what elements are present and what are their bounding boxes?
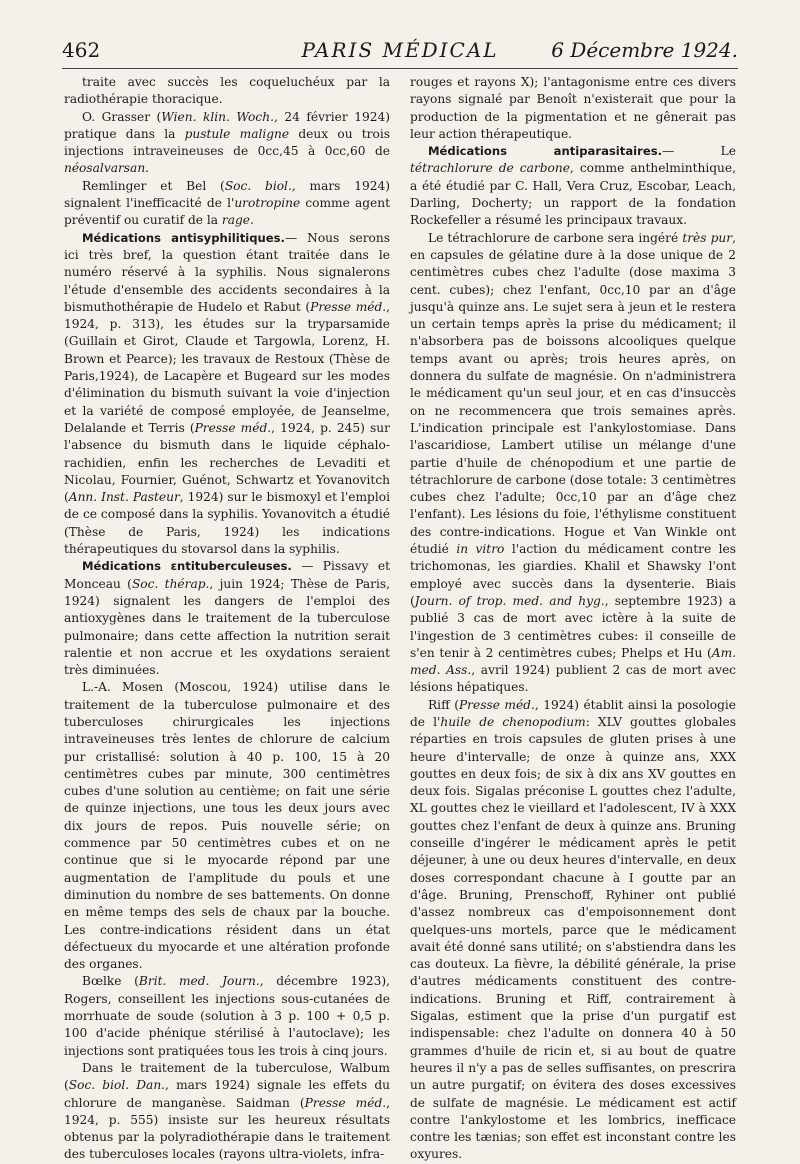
citation-text: pustule maligne xyxy=(184,126,290,141)
body-text: O. Grasser ( xyxy=(82,109,162,124)
citation-text: Soc. thérap. xyxy=(131,576,210,591)
citation-text: Soc. biol. xyxy=(224,178,292,193)
body-text: l'action du médicament contre les trichomonas, les giardies. Khalil et Shawsky l'ont employé avec succès dans la dysenterie. Biais ( xyxy=(410,542,736,608)
paragraph xyxy=(64,679,390,973)
paragraph xyxy=(410,143,736,229)
journal-title: PARIS MÉDICAL xyxy=(301,38,499,62)
right-column xyxy=(410,74,736,1164)
citation-text: Presse méd. xyxy=(310,299,387,314)
citation-text: rage. xyxy=(221,213,254,228)
body-text: , 24 février 1924) pratique dans la xyxy=(64,109,390,141)
body-text: Le tétrachlorure de carbone sera ingéré xyxy=(428,230,683,245)
paragraph xyxy=(64,230,390,559)
page-header xyxy=(62,38,738,69)
citation-text: tétrachlorure de carbone xyxy=(410,161,570,176)
body-text: , décembre 1923), Rogers, conseillent les injections sous-cutanées de morrhuate de soude (solution à 3 p. 100 + 0,5 p. 100 d'acide phénique stérilisé à l'autoclave); les injections sont pratiquées tous les trois à cinq jours. xyxy=(64,974,390,1058)
body-text: , comme anthelminthique, a été étudié par C. Hall, Vera Cruz, Escobar, Leach, Darling, Docherty; un rapport de la fondation Rockefeller a résumé les principaux travaux. xyxy=(410,161,736,228)
body-text: , 1924, p. 313), les études sur la tryparsamide (Guillain et Girot, Claude et Targowla, Lorenz, H. Brown et Pearce); les travaux de Restoux (Thèse de Paris,1924), de Lacapère et Bugeard sur les modes d'élimination du bismuth suivant la voie d'injection et la variété de composé employée, de Jeanselme, Delalande et Terris ( xyxy=(64,299,391,435)
citation-text: Journ. of trop. med. and hyg. xyxy=(414,593,605,608)
body-text: — Le xyxy=(662,144,736,159)
paragraph xyxy=(64,74,390,109)
body-text: , mars 1924) signale les effets du chlorure de manganèse. Saidman ( xyxy=(64,1078,390,1110)
body-text: Dans le traitement de la tuberculose, Walbum ( xyxy=(64,1060,390,1093)
citation-text: Presse méd. xyxy=(458,697,535,712)
body-text: , 1924, p. 245) sur l'absence du bismuth dans le liquide céphalo-rachidien, enfin les recherches de Levaditi et Nicolau, Fournier, Guénot, Schwartz et Yovanovitch ( xyxy=(64,420,390,505)
section-heading: Médications antisyphilitiques. xyxy=(82,230,285,245)
citation-text: néosalvarsan. xyxy=(64,161,150,176)
body-text: , avril 1924) publient 2 cas de mort avec lésions hépatiques. xyxy=(410,663,736,695)
citation-text: Wien. klin. Woch. xyxy=(161,109,274,124)
section-heading: Médications ɛntituberculeuses. xyxy=(82,559,292,574)
citation-text: huile de chenopodium xyxy=(440,714,586,729)
body-text: — Nous serons ici très bref, la question étant traitée dans le numéro réservé à la syphilis. Nous signalerons l'étude d'ensemble des accidents secondaires à la bismuthothérapie de Hudelo et Rabut ( xyxy=(64,230,390,314)
paragraph xyxy=(64,178,390,230)
body-text: , 1924) établit ainsi la posologie de l' xyxy=(410,697,736,729)
body-text: deux ou trois injections intraveineuses de 0cc,45 à 0cc,60 de xyxy=(64,126,390,159)
body-text: rouges et rayons X); l'antagonisme entre ces divers rayons signalé par Benoît n'existerait que pour la production de la pigmentation et ne gênerait pas leur action thérapeutique. xyxy=(410,75,736,141)
body-text: , 1924, p. 555) insiste sur les heureux résultats obtenus par la polyradiothérapie dans le traitement des tuberculoses locales (rayons ultra-violets, infra- xyxy=(64,1095,390,1162)
paragraph xyxy=(64,109,390,178)
paragraph xyxy=(64,1060,390,1164)
body-text: , 1924) sur le bismoxyl et l'emploi de ce composé dans la syphilis. Yovanovitch a étudié (Thèse de Paris, 1924) les indications thérapeutiques du stovarsol dans la syphilis. xyxy=(64,490,390,557)
paragraph xyxy=(410,230,736,697)
body-text: , en capsules de gélatine dure à la dose unique de 2 centimètres cubes chez l'adulte (dose maxima 3 cent. cubes); chez l'enfant, 0cc,10 par an d'âge jusqu'à quinze ans. Le sujet sera à jeun et le restera un certain temps après la prise du médicament; il n'absorbera pas de boissons alcooliques quelque temps avant ou après; trois heures après, on donnera du sulfate de magnésie. On n'administrera le médicament qu'un seul jour, et en cas d'insuccès on ne recommencera que trois semaines après. L'indication principale est l'ankylostomiase. Dans l'ascaridiose, Lambert utilise un mélange d'une partie d'huile de chénopodium et une partie de tétrachlorure de carbone (dose totale: 3 centimètres cubes chez l'adulte; 0cc,10 par an d'âge chez l'enfant). Les lésions du foie, l'éthylisme constituent des contre-indications. Hogue et Van Winkle ont étudié xyxy=(410,230,736,557)
citation-text: in vitro xyxy=(456,542,505,557)
citation-text: Presse méd. xyxy=(194,420,272,435)
issue-date: 6 Décembre 1924. xyxy=(551,38,738,62)
body-text: traite avec succès les coqueluchéux par la radiothérapie thoracique. xyxy=(64,75,390,107)
paragraph xyxy=(64,973,390,1059)
body-text: Remlinger et Bel ( xyxy=(82,178,225,193)
body-text: Riff ( xyxy=(428,697,459,712)
paragraph xyxy=(410,697,736,1164)
paragraph xyxy=(64,558,390,679)
citation-text: Ann. Inst. Pasteur xyxy=(68,490,180,505)
body-text: : XLV gouttes globales réparties en trois capsules de gluten prises à une heure d'intervalle; de onze à quinze ans, XXX gouttes en deux fois; de six à dix ans XV gouttes en deux fois. Sigalas préconise L gouttes chez l'adulte, XL gouttes chez le vieillard et l'adolescent, IV à XXX gouttes chez l'enfant de deux à quinze ans. Bruning conseille d'ingérer le médicament après le petit déjeuner, à une ou deux heures d'intervalle, en deux doses correspondant chacune à I goutte par an d'âge. Bruning, Prenschoff, Ryhiner ont publié d'assez nombreux cas d'empoisonnement dont quelques-uns mortels, parce que le médicament avait été donné sans utilité; on s'abstiendra dans les cas douteux. La fièvre, la débilité générale, la prise d'autres médicaments constituent des contre-indications. Bruning et Riff, contrairement à Sigalas, estiment que la prise d'un purgatif est indispensable: chez l'adulte on donnera 40 à 50 grammes d'huile de ricin et, si au bout de quatre heures il n'y a pas de selles suffisantes, on prescrira un autre purgatif; on évitera des doses excessives de sulfate de magnésie. Le médicament est actif contre l'ankylostome et les lombrics, inefficace contre les tænias; son effet est inconstant contre les oxyures. xyxy=(410,714,737,1162)
body-text: , septembre 1923) a publié 3 cas de mort avec ictère à la suite de l'ingestion de 3 centimètres cubes: il conseille de s'en tenir à 2 centimètres cubes; Phelps et Hu ( xyxy=(410,593,736,660)
section-heading: Médications antiparasitaires. xyxy=(428,144,663,159)
citation-text: urotropine xyxy=(234,196,301,211)
citation-text: Brit. med. Journ. xyxy=(138,974,260,989)
body-text: , juin 1924; Thèse de Paris, 1924) signalent les dangers de l'emploi des antioxygènes dans le traitement de la tuberculose pulmonaire; dans cette affection la nutrition serait ralentie et non accrue et les oxydations seraient très diminuées. xyxy=(64,576,390,678)
citation-text: Presse méd. xyxy=(304,1095,387,1110)
body-text: , mars 1924) signalent l'inefficacité de l' xyxy=(64,178,391,211)
citation-text: Soc. biol. Dan. xyxy=(68,1078,166,1093)
body-text: L.-A. Mosen (Moscou, 1924) utilise dans le traitement de la tuberculose pulmonaire et des tuberculoses chirurgicales les injections intraveineuses très lentes de chlorure de calcium pur cristallisé: solution à 40 p. 100, 15 à 20 centimètres cubes par minute, 300 centimètres cubes d'une solution au centième; on fait une série de quinze injections, une tous les deux jours avec dix jours de repos. Puis nouvelle série; on commence par 50 centimètres cubes et on ne continue que si le myocarde répond par une augmentation de l'amplitude du pouls et une diminution du nombre de ses battements. On donne en même temps des sels de chaux par la bouche. Les contre-indications résident dans un état défectueux du myocarde et une altération profonde des organes. xyxy=(64,680,390,972)
paragraph xyxy=(410,74,736,143)
page-number: 462 xyxy=(62,38,101,62)
body-text: — Pissavy et Monceau ( xyxy=(64,559,390,591)
left-column xyxy=(64,74,390,1164)
citation-text: Am. med. Ass. xyxy=(410,645,736,678)
body-text: comme agent préventif ou curatif de la xyxy=(64,196,390,228)
body-text: Bœlke ( xyxy=(82,974,139,989)
citation-text: très pur xyxy=(682,230,733,245)
